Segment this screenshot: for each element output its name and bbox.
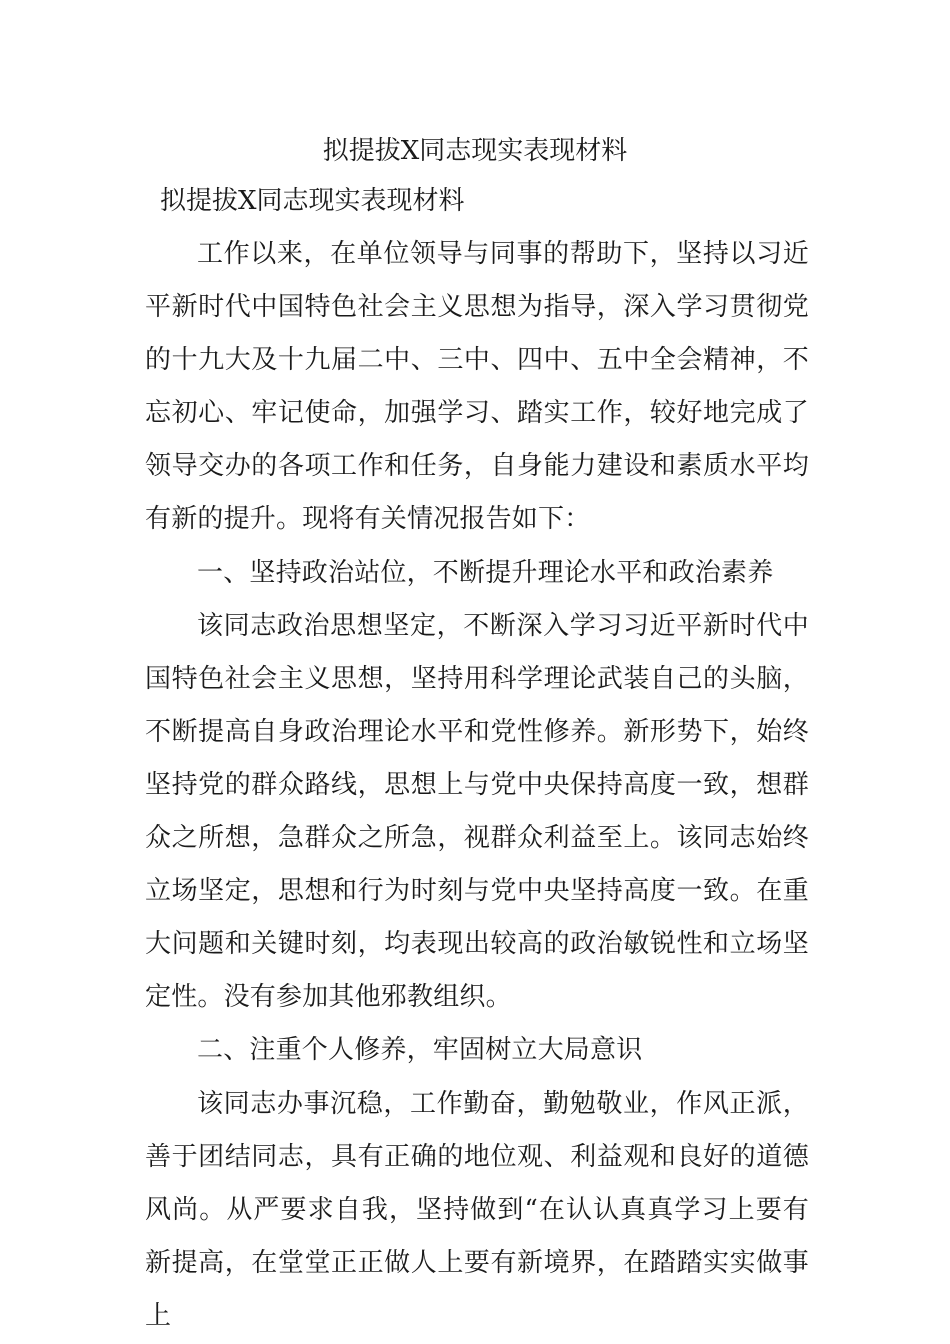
document-title: 拟提拔X同志现实表现材料	[322, 136, 628, 166]
document-subtitle: 拟提拔X同志现实表现材料	[160, 186, 465, 216]
section-1-paragraph: 该同志政治思想坚定，不断深入学习习近平新时代中国特色社会主义思想，坚持用科学理论武装自己的头脑，不断提高自身政治理论水平和党性修养。新形势下，始终坚持党的群众路线，思想上与党中央保持高度一致，想群众之所想，急群众之所急，视群众利益至上。该同志始终立场坚定，思想和行为时刻与党中央坚持高度一致。在重大问题和关键时刻，均表现出较高的政治敏锐性和立场坚定性。没有参加其他邪教组织。	[145, 610, 809, 1013]
intro-paragraph: 工作以来，在单位领导与同事的帮助下，坚持以习近平新时代中国特色社会主义思想为指导，深入学习贯彻党的十九大及十九届二中、三中、四中、五中全会精神，不忘初心、牢记使命，加强学习、踏实工作，较好地完成了领导交办的各项工作和任务，自身能力建设和素质水平均有新的提升。现将有关情况报告如下：	[145, 239, 809, 535]
section-1-heading: 一、坚持政治站位，不断提升理论水平和政治素养	[197, 557, 774, 588]
section-2-paragraph: 该同志办事沉稳，工作勤奋，勤勉敬业，作风正派，善于团结同志，具有正确的地位观、利益观和良好的道德风尚。从严要求自我，坚持做到“在认认真真学习上要有新提高，在堂堂正正做人上要有新境界，在踏踏实实做事上	[145, 1088, 809, 1331]
document-body	[145, 228, 809, 1343]
section-2-heading: 二、注重个人修养，牢固树立大局意识	[197, 1035, 643, 1066]
